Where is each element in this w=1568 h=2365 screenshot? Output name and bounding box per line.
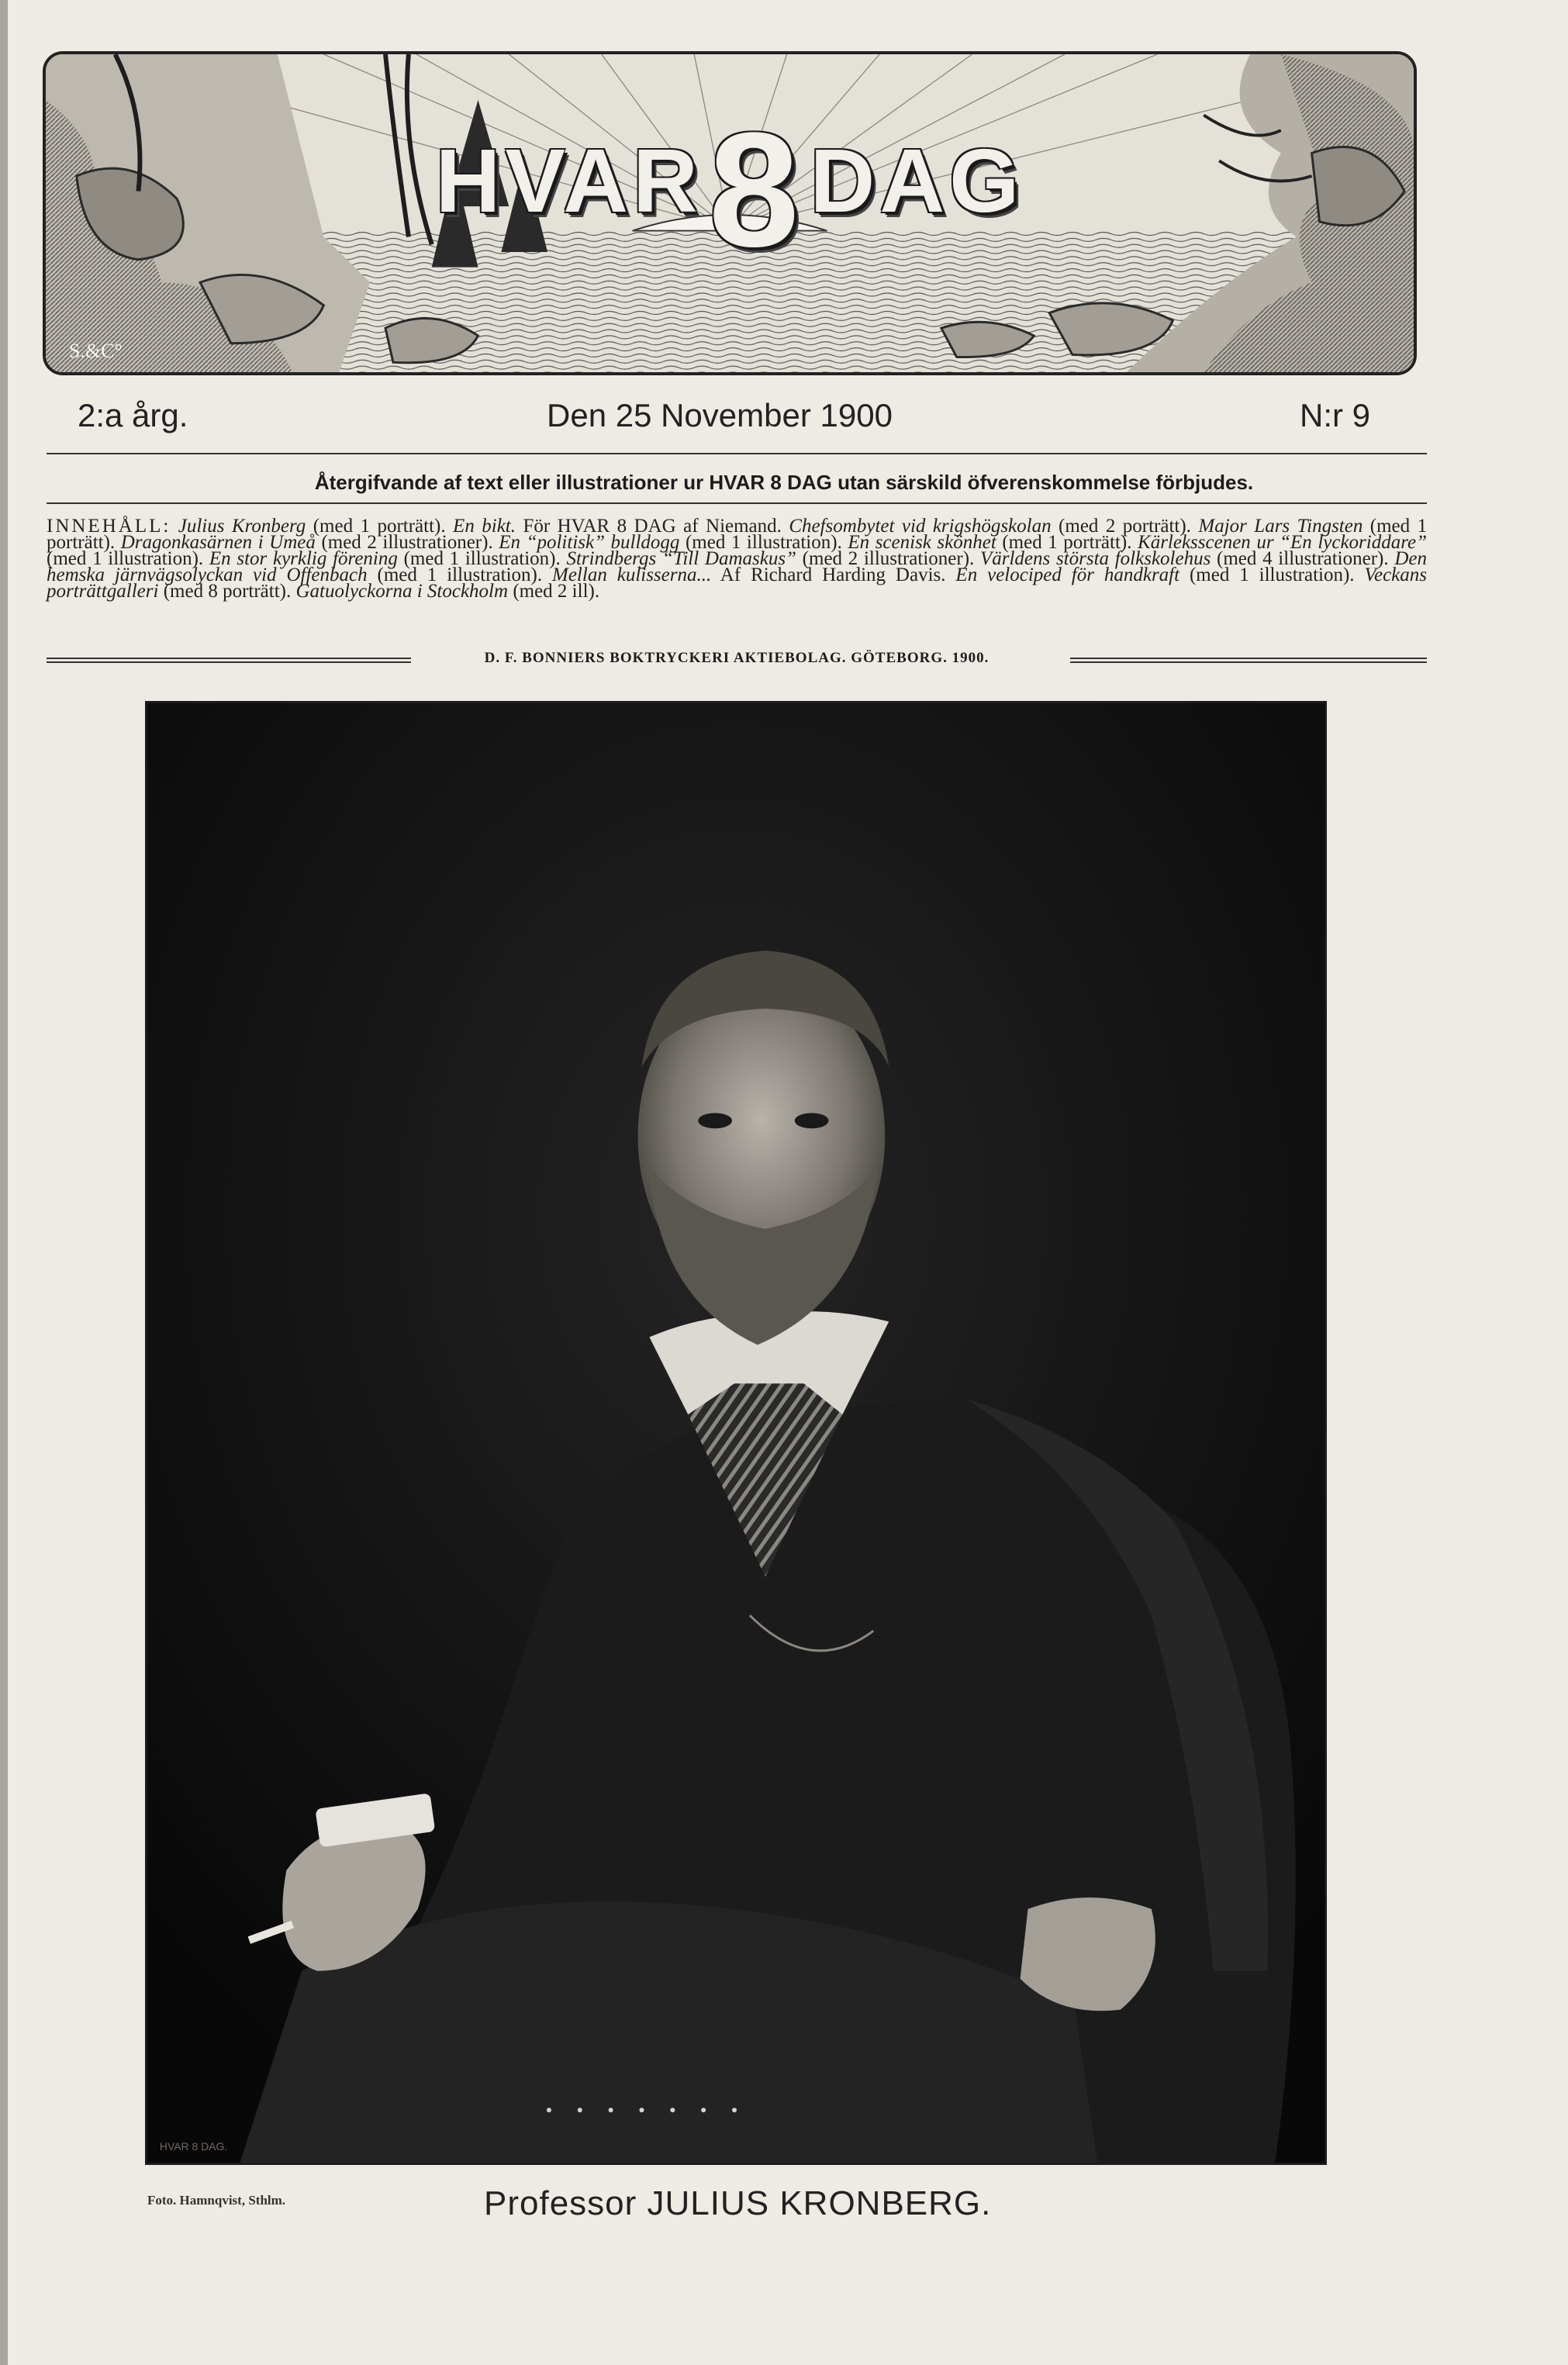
printer-line bbox=[47, 650, 1427, 670]
double-rule-right bbox=[1070, 658, 1427, 663]
contents-item-title: Gatuolyckorna i Stockholm bbox=[295, 581, 509, 602]
contents-item-title: Mellan kulisserna... bbox=[552, 564, 712, 585]
contents-item-note: (med 2 illustrationer). bbox=[802, 548, 975, 569]
engraver-mark: S.&C° bbox=[69, 340, 123, 362]
contents-item-note: (med 1 porträtt). bbox=[47, 516, 1428, 553]
contents-item-note: (med 1 porträtt). bbox=[1002, 532, 1132, 553]
contents-item-title: En stor kyrklig förening bbox=[209, 548, 398, 569]
contents-item-title: Veckans porträttgalleri bbox=[47, 564, 1427, 602]
contents-item-title: En “politisk” bulldogg bbox=[499, 532, 680, 553]
contents-item-title: Julius Kronberg bbox=[178, 516, 306, 537]
contents-item-title: En bikt. bbox=[453, 516, 516, 537]
contents-item-title: Strindbergs “Till Damaskus” bbox=[566, 548, 796, 569]
contents-item-note: (med 1 illustration). bbox=[685, 532, 842, 553]
volume-label: 2:a årg. bbox=[78, 397, 188, 433]
contents-item-note: (med 1 porträtt). bbox=[313, 516, 446, 537]
contents-item-note: (med 4 illustrationer). bbox=[1217, 548, 1389, 569]
title-right-word: DAG bbox=[810, 130, 1024, 231]
issue-info-row bbox=[71, 397, 1390, 444]
portrait-photograph bbox=[145, 701, 1327, 2165]
contents-item-title: En scenisk skönhet bbox=[848, 532, 996, 553]
masthead-title bbox=[46, 96, 1414, 284]
contents-item-title: Den hemska järnvägsolyckan vid Offenbach bbox=[47, 548, 1427, 585]
rule-bottom bbox=[47, 502, 1427, 504]
contents-label: INNEHÅLL: bbox=[47, 516, 171, 537]
contents-item-note: För HVAR 8 DAG af Niemand. bbox=[523, 516, 782, 537]
contents-item-title: Kärleksscenen ur “En lyckoriddare” bbox=[1138, 532, 1428, 553]
contents-item-note: (med 8 porträtt). bbox=[163, 581, 292, 602]
reprint-notice: Återgifvande af text eller illustrationer ur HVAR 8 DAG utan särskild öfverenskommelse förbjudes. bbox=[314, 471, 1254, 494]
contents-item-title: Chefsombytet vid krigshögskolan bbox=[789, 516, 1052, 537]
contents-item-title: Dragonkasärnen i Umeå bbox=[120, 532, 316, 553]
contents-item-title: En velociped för handkraft bbox=[955, 564, 1180, 585]
contents-item-note: (med 1 illustration). bbox=[1189, 564, 1355, 585]
photo-credit: Foto. Hamnqvist, Sthlm. bbox=[147, 2193, 286, 2208]
table-of-contents bbox=[47, 516, 1428, 602]
contents-item-title: Världens största folkskolehus bbox=[979, 548, 1211, 569]
contents-item-note: (med 1 illustration). bbox=[47, 548, 204, 569]
masthead-illustration bbox=[43, 51, 1417, 375]
contents-item-title: Major Lars Tingsten bbox=[1198, 516, 1363, 537]
page-edge bbox=[0, 0, 8, 2365]
issue-date: Den 25 November 1900 bbox=[547, 397, 893, 433]
contents-item-note: (med 2 illustrationer). bbox=[321, 532, 493, 553]
photo-watermark: HVAR 8 DAG. bbox=[159, 2140, 228, 2153]
printer-imprint: D. F. BONNIERS BOKTRYCKERI AKTIEBOLAG. GÖTEBORG. 1900. bbox=[484, 650, 989, 666]
portrait-figure bbox=[147, 703, 1325, 2163]
contents-item-note: Af Richard Harding Davis. bbox=[720, 564, 946, 585]
rule-top bbox=[47, 453, 1427, 454]
contents-items bbox=[47, 516, 1427, 602]
contents-item-note: (med 2 porträtt). bbox=[1059, 516, 1191, 537]
contents-item-note: (med 2 ill). bbox=[513, 581, 600, 602]
contents-item-note: (med 1 illustration). bbox=[377, 564, 543, 585]
title-number: 8 bbox=[708, 98, 804, 281]
title-left-word: HVAR bbox=[435, 130, 703, 231]
contents-item-note: (med 1 illustration). bbox=[403, 548, 561, 569]
issue-number: N:r 9 bbox=[1300, 397, 1371, 433]
portrait-caption: Professor JULIUS KRONBERG. bbox=[484, 2184, 992, 2222]
